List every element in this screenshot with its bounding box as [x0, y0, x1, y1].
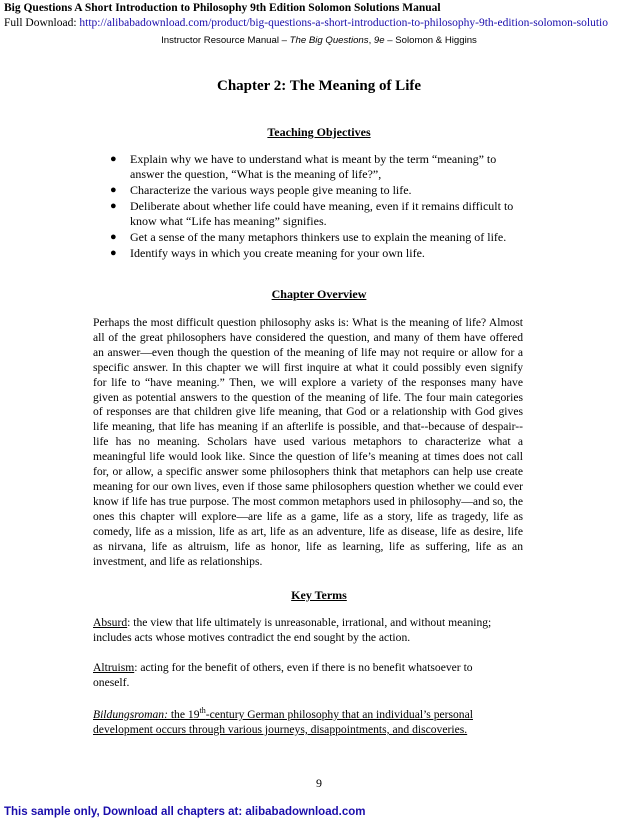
teaching-objectives-heading: Teaching Objectives	[267, 125, 371, 139]
running-head-post: – Solomon & Higgins	[384, 35, 477, 46]
list-item	[104, 152, 524, 182]
term-definition-cont: includes acts whose motives contradict the end sought by the action.	[93, 631, 411, 644]
term-definition: : acting for the benefit of others, even if there is no benefit whatsoever to	[134, 661, 473, 674]
chapter-title: Chapter 2: The Meaning of Life	[216, 78, 422, 94]
bullet-icon: ●	[110, 153, 117, 165]
term-definition-cont: development occurs through various journeys, disappointments, and discoveries.	[93, 722, 468, 736]
chapter-overview-heading: Chapter Overview	[271, 287, 367, 301]
list-item-text: Get a sense of the many metaphors thinkers use to explain the meaning of life.	[130, 230, 507, 244]
teaching-objectives-list	[104, 152, 524, 262]
term-absurd	[93, 615, 543, 645]
superscript: th	[199, 706, 206, 715]
list-item	[104, 230, 524, 245]
document-title: Big Questions A Short Introduction to Philosophy 9th Edition Solomon Solutions Manual	[4, 2, 441, 14]
footer-download-note[interactable]: This sample only, Download all chapters at: alibabadownload.com	[4, 806, 366, 818]
term-definition-pre: the 19	[167, 707, 200, 721]
bullet-icon: ●	[110, 247, 117, 259]
list-item-text: Characterize the various ways people give meaning to life.	[130, 183, 412, 197]
list-item-text: Deliberate about whether life could have meaning, even if it remains difficult to know what “Life has meaning” signifies.	[130, 199, 514, 228]
running-head-book: The Big Questions	[289, 35, 369, 46]
running-head-mid: ,	[368, 35, 374, 46]
term-word: Bildungsroman:	[93, 707, 168, 721]
bullet-icon: ●	[110, 231, 117, 243]
bullet-icon: ●	[110, 200, 117, 212]
running-head-pre: Instructor Resource Manual –	[161, 35, 290, 46]
term-bildungsroman	[93, 703, 543, 737]
running-head	[0, 35, 638, 46]
term-definition-cont: oneself.	[93, 676, 130, 689]
list-item-text: Explain why we have to understand what is meant by the term “meaning” to answer the question, “What is the meaning of life?”,	[130, 152, 497, 181]
list-item	[104, 183, 524, 198]
download-link[interactable]: http://alibabadownload.com/product/big-questions-a-short-introduction-to-philosophy-9th-edition-solomon-solutio	[79, 17, 608, 29]
download-line	[4, 17, 608, 29]
term-altruism	[93, 660, 543, 690]
term-word: Absurd	[93, 616, 128, 629]
term-definition-post: -century German philosophy that an individual’s personal	[205, 707, 473, 721]
running-head-edition: 9e	[373, 35, 385, 46]
list-item	[104, 246, 524, 261]
page-number: 9	[316, 776, 322, 790]
list-item	[104, 199, 524, 229]
bullet-icon: ●	[110, 184, 117, 196]
term-definition: : the view that life ultimately is unreasonable, irrational, and without meaning;	[127, 616, 492, 629]
term-word: Altruism	[93, 661, 135, 674]
chapter-overview-text: Perhaps the most difficult question philosophy asks is: What is the meaning of life? Almost all of the great philosophers have considered the question, and many of them have offered an answer—even though the question of the meaning of life may not require or allow for a specific answer. In this chapter we will first inquire at what it could possibly even signify for life to “have meaning.” Then, we will explore a variety of the responses many have given as potential answers to the question of the meaning of life. The four main categories of responses are that children give life meaning, that God or a relationship with God gives life meaning, that life has meaning if an afterlife is possible, and that--because of despair-- life has no meaning. Scholars have used various metaphors to characterize what a meaningful life would look like. Since the question of life’s meaning at times does not call for, or allow, a specific answer some philosophers think that metaphors can help use create meaning for our own lives, even if those same philosophers question whether we could ever know if life has true purpose. The most common metaphors used in philosophy—and so, the ones this chapter will explore—are life as a game, life as a story, life as tragedy, life as comedy, life as a mission, life as art, life as an adventure, life as disease, life as desire, life as nirvana, life as altruism, life as honor, life as learning, life as suffering, life as an investment, and life as relationships.	[93, 316, 523, 568]
list-item-text: Identify ways in which you create meaning for your own life.	[130, 246, 425, 260]
key-terms-heading: Key Terms	[291, 588, 347, 602]
download-prefix: Full Download:	[4, 17, 80, 29]
